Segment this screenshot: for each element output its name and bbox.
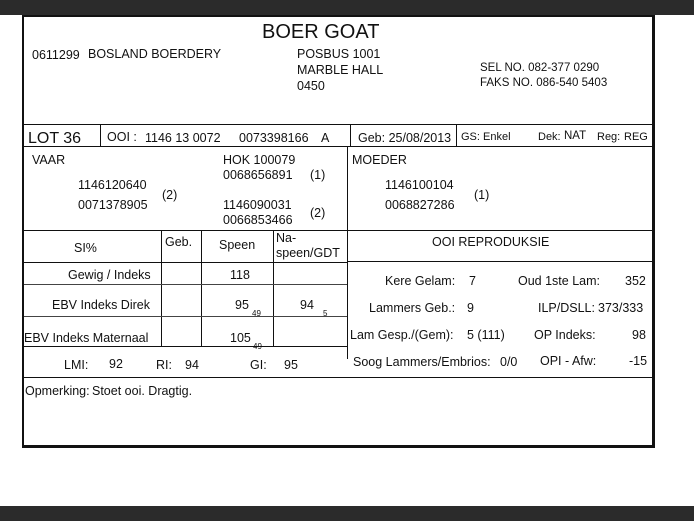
reg-label: Reg: [597, 131, 621, 143]
sire-id-2: 0071378905 [78, 198, 148, 212]
hok-count: (1) [310, 168, 326, 182]
si-row-label-1: Gewig / Indeks [68, 268, 151, 282]
ri-label: RI: [156, 358, 172, 372]
sire-id-1: 1146120640 [78, 178, 147, 192]
si-row-speen-1: 118 [230, 268, 250, 282]
sire-offspring-count: (2) [162, 188, 178, 202]
soog-label: Soog Lammers/Embrios: [353, 355, 491, 369]
naspeen-header-2: speen/GDT [276, 246, 340, 260]
si-row-naspeen-2: 94 [300, 298, 314, 312]
si-row-speen-3: 105 [230, 331, 251, 345]
ooi-number: 1146 13 0072 [145, 131, 221, 145]
ri-value: 94 [185, 358, 199, 372]
sire-dam-id-1: 1146090031 [223, 198, 292, 212]
breeder-id: 0611299 [32, 48, 80, 62]
geb-header: Geb. [165, 235, 193, 249]
lammers-geb-value: 9 [467, 301, 474, 315]
si-col-1 [161, 230, 162, 346]
opi-value: -15 [629, 354, 648, 368]
si-row-1 [24, 262, 347, 263]
op-label: OP Indeks: [534, 328, 596, 342]
sire-label: VAAR [32, 153, 66, 167]
sire-dam-id-2: 0066853466 [223, 213, 293, 227]
lam-gesp-value: 5 (111) [467, 328, 505, 342]
opi-label: OPI - Afw: [540, 354, 597, 368]
si-col-2 [201, 230, 202, 346]
phone-number: SEL NO. 082-377 0290 [480, 62, 600, 74]
ilp-value: 373/333 [598, 301, 644, 315]
kere-gelam-label: Kere Gelam: [385, 274, 456, 288]
sire-dam-count: (2) [310, 206, 326, 220]
repro-title-divider [347, 261, 652, 262]
op-value: 98 [632, 328, 646, 342]
repro-top [347, 230, 652, 231]
dam-id-2: 0068827286 [385, 198, 455, 212]
hok-label: HOK 100079 [223, 153, 296, 167]
si-row-speen-sub-3: 49 [253, 342, 262, 351]
si-table-top [24, 230, 347, 231]
si-row-speen-sub-2: 49 [252, 309, 261, 318]
dam-offspring-count: (1) [474, 188, 490, 202]
speen-header: Speen [219, 238, 256, 252]
remarks-label: Opmerking: [25, 384, 90, 398]
gi-label: GI: [250, 358, 267, 372]
lmi-label: LMI: [64, 358, 89, 372]
si-header: SI% [74, 241, 97, 255]
header-divider [24, 124, 652, 125]
hok-id: 0068656891 [223, 168, 293, 182]
dam-label: MOEDER [352, 153, 407, 167]
ooi-label: OOI : [107, 130, 137, 144]
si-row-naspeen-sub-2: 5 [323, 309, 328, 318]
lammers-geb-label: Lammers Geb.: [369, 301, 456, 315]
address-line-2: MARBLE HALL [297, 63, 384, 77]
ooi-grade: A [321, 131, 330, 145]
birth-date: Geb: 25/08/2013 [358, 131, 452, 145]
lmi-value: 92 [109, 357, 123, 371]
si-row-speen-2: 95 [235, 298, 249, 312]
si-row-2 [24, 284, 347, 285]
lot-divider-2 [350, 124, 351, 146]
si-col-3 [273, 230, 274, 346]
dam-id-1: 1146100104 [385, 178, 454, 192]
repro-title: OOI REPRODUKSIE [432, 235, 550, 249]
oud-value: 352 [625, 274, 646, 288]
animal-card [22, 15, 655, 448]
address-line-3: 0450 [297, 79, 325, 93]
kere-gelam-value: 7 [469, 274, 476, 288]
gi-value: 95 [284, 358, 298, 372]
remarks-divider [24, 377, 652, 378]
naspeen-header-1: Na- [276, 231, 297, 245]
card-title: BOER GOAT [262, 21, 380, 43]
si-table-bottom [24, 346, 347, 347]
lot-divider [100, 124, 101, 146]
breeder-name: BOSLAND BOERDERY [88, 47, 222, 61]
soog-value: 0/0 [500, 355, 518, 369]
si-row-3 [24, 316, 347, 317]
lot-number: LOT 36 [28, 130, 82, 147]
dek-label: Dek: [538, 131, 561, 143]
lam-gesp-label: Lam Gesp./(Gem): [350, 328, 454, 342]
lot-divider-3 [456, 124, 457, 146]
pedigree-divider [347, 146, 348, 359]
reg-value: REG [624, 131, 648, 143]
gs-value: GS: Enkel [461, 131, 511, 143]
ilp-label: ILP/DSLL: [538, 301, 595, 315]
address-line-1: POSBUS 1001 [297, 47, 381, 61]
si-row-label-3: EBV Indeks Maternaal [24, 331, 149, 345]
oud-label: Oud 1ste Lam: [518, 274, 600, 288]
ooi-id: 0073398166 [239, 131, 309, 145]
lot-row-divider [24, 146, 652, 147]
dek-value: NAT [564, 130, 587, 142]
si-row-label-2: EBV Indeks Direk [52, 298, 150, 312]
fax-number: FAKS NO. 086-540 5403 [480, 77, 608, 89]
remarks-text: Stoet ooi. Dragtig. [92, 384, 193, 398]
